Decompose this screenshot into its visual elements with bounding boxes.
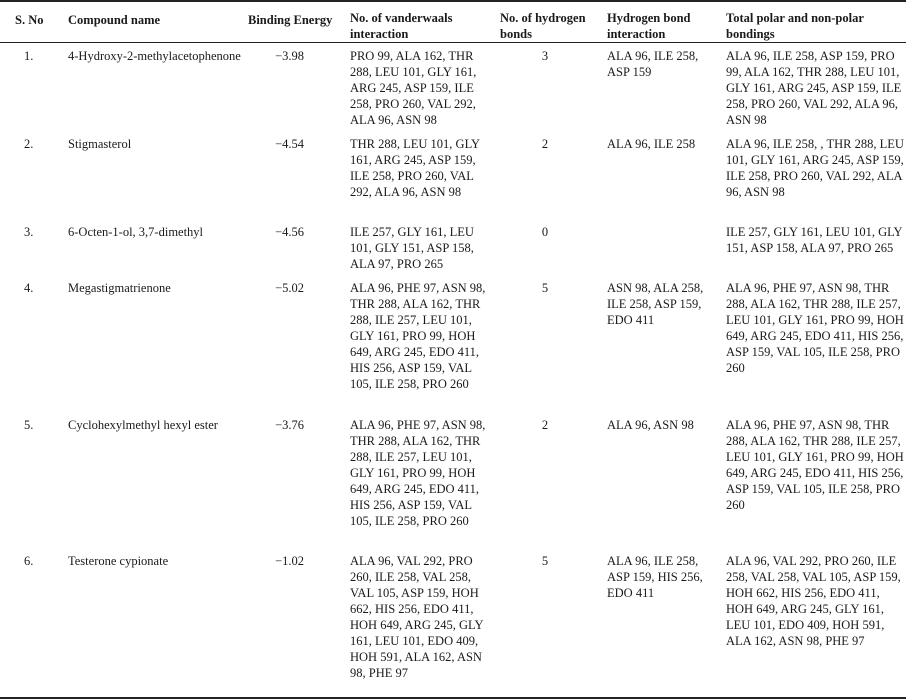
cell-total-bondings: ALA 96, PHE 97, ASN 98, THR 288, ALA 162, THR 288, ILE 257, LEU 101, GLY 161, PRO 99, HOH 649, ARG 245, EDO 411, HIS 256, ASP 159, VAL 105, ILE 258, PRO 260 bbox=[726, 418, 904, 512]
header-hydrogen-bond-count: No. of hydrogen bonds bbox=[500, 11, 586, 41]
cell-vanderwaals: ALA 96, PHE 97, ASN 98, THR 288, ALA 162, THR 288, ILE 257, LEU 101, GLY 161, PRO 99, HOH 649, ARG 245, EDO 411, HIS 256, ASP 159, VAL 105, ILE 258, PRO 260 bbox=[350, 418, 486, 528]
cell-binding-energy: −4.56 bbox=[275, 225, 304, 239]
cell-sno: 3. bbox=[24, 225, 34, 239]
cell-hydrogen-bond-interaction: ALA 96, ILE 258, ASP 159, HIS 256, EDO 411 bbox=[607, 554, 703, 600]
cell-binding-energy: −1.02 bbox=[275, 554, 304, 568]
cell-vanderwaals: PRO 99, ALA 162, THR 288, LEU 101, GLY 161, ARG 245, ASP 159, ILE 258, PRO 260, VAL 292, ALA 96, ASN 98 bbox=[350, 49, 477, 127]
cell-compound-name: 4-Hydroxy-2-methylacetophenone bbox=[68, 49, 241, 63]
cell-hydrogen-bond-count: 2 bbox=[541, 418, 549, 432]
table-bottom-rule bbox=[0, 697, 906, 699]
cell-binding-energy: −5.02 bbox=[275, 281, 304, 295]
cell-sno: 1. bbox=[24, 49, 34, 63]
cell-hydrogen-bond-count: 3 bbox=[541, 49, 549, 63]
cell-hydrogen-bond-count: 0 bbox=[541, 225, 549, 239]
cell-hydrogen-bond-interaction: ALA 96, ILE 258, ASP 159 bbox=[607, 49, 699, 79]
cell-sno: 4. bbox=[24, 281, 34, 295]
table-header-rule bbox=[0, 42, 906, 43]
header-vanderwaals: No. of vanderwaals interaction bbox=[350, 11, 453, 41]
header-compound-name: Compound name bbox=[68, 13, 161, 27]
header-hydrogen-bond-interaction: Hydrogen bond interaction bbox=[607, 11, 691, 41]
cell-sno: 6. bbox=[24, 554, 34, 568]
cell-hydrogen-bond-count: 5 bbox=[541, 554, 549, 568]
cell-vanderwaals: ALA 96, VAL 292, PRO 260, ILE 258, VAL 258, VAL 105, ASP 159, HOH 662, HIS 256, EDO 411, HOH 649, ARG 245, GLY 161, LEU 101, EDO 409, HOH 591, ALA 162, ASN 98, PHE 97 bbox=[350, 554, 484, 680]
cell-sno: 5. bbox=[24, 418, 34, 432]
cell-compound-name: Megastigmatrienone bbox=[68, 281, 171, 295]
cell-hydrogen-bond-count: 5 bbox=[541, 281, 549, 295]
cell-hydrogen-bond-interaction: ASN 98, ALA 258, ILE 258, ASP 159, EDO 411 bbox=[607, 281, 704, 327]
cell-compound-name: Cyclohexylmethyl hexyl ester bbox=[68, 418, 218, 432]
cell-hydrogen-bond-interaction: ALA 96, ILE 258 bbox=[607, 137, 696, 151]
header-total-bondings: Total polar and non-polar bondings bbox=[726, 11, 864, 41]
cell-total-bondings: ALA 96, PHE 97, ASN 98, THR 288, ALA 162, THR 288, ILE 257, LEU 101, GLY 161, PRO 99, HOH 649, ARG 245, EDO 411, HIS 256, ASP 159, VAL 105, ILE 258, PRO 260 bbox=[726, 281, 904, 375]
cell-binding-energy: −3.98 bbox=[275, 49, 304, 63]
cell-binding-energy: −3.76 bbox=[275, 418, 304, 432]
cell-binding-energy: −4.54 bbox=[275, 137, 304, 151]
cell-sno: 2. bbox=[24, 137, 34, 151]
cell-total-bondings: ALA 96, ILE 258, , THR 288, LEU 101, GLY 161, ARG 245, ASP 159, ILE 258, PRO 260, VAL 292, ALA 96, ASN 98 bbox=[726, 137, 904, 199]
cell-compound-name: 6-Octen-1-ol, 3,7-dimethyl bbox=[68, 225, 204, 239]
table-top-rule bbox=[0, 0, 906, 2]
cell-compound-name: Stigmasterol bbox=[68, 137, 132, 151]
cell-total-bondings: ALA 96, ILE 258, ASP 159, PRO 99, ALA 162, THR 288, LEU 101, GLY 161, ARG 245, ASP 159, ILE 258, PRO 260, VAL 292, ALA 96, ASN 98 bbox=[726, 49, 902, 127]
cell-vanderwaals: ALA 96, PHE 97, ASN 98, THR 288, ALA 162, THR 288, ILE 257, LEU 101, GLY 161, PRO 99, HOH 649, ARG 245, EDO 411, HIS 256, ASP 159, VAL 105, ILE 258, PRO 260 bbox=[350, 281, 486, 391]
header-sno: S. No bbox=[15, 13, 44, 27]
header-binding-energy: Binding Energy bbox=[248, 13, 333, 27]
cell-vanderwaals: ILE 257, GLY 161, LEU 101, GLY 151, ASP 158, ALA 97, PRO 265 bbox=[350, 225, 474, 271]
cell-hydrogen-bond-count: 2 bbox=[541, 137, 549, 151]
cell-compound-name: Testerone cypionate bbox=[68, 554, 169, 568]
cell-hydrogen-bond-interaction: ALA 96, ASN 98 bbox=[607, 418, 694, 432]
cell-total-bondings: ALA 96, VAL 292, PRO 260, ILE 258, VAL 258, VAL 105, ASP 159, HOH 662, HIS 256, EDO 411, HOH 649, ARG 245, GLY 161, LEU 101, EDO 409, HOH 591, ALA 162, ASN 98, PHE 97 bbox=[726, 554, 901, 648]
cell-total-bondings: ILE 257, GLY 161, LEU 101, GLY 151, ASP 158, ALA 97, PRO 265 bbox=[726, 225, 903, 255]
cell-vanderwaals: THR 288, LEU 101, GLY 161, ARG 245, ASP 159, ILE 258, PRO 260, VAL 292, ALA 96, ASN 98 bbox=[350, 137, 480, 199]
